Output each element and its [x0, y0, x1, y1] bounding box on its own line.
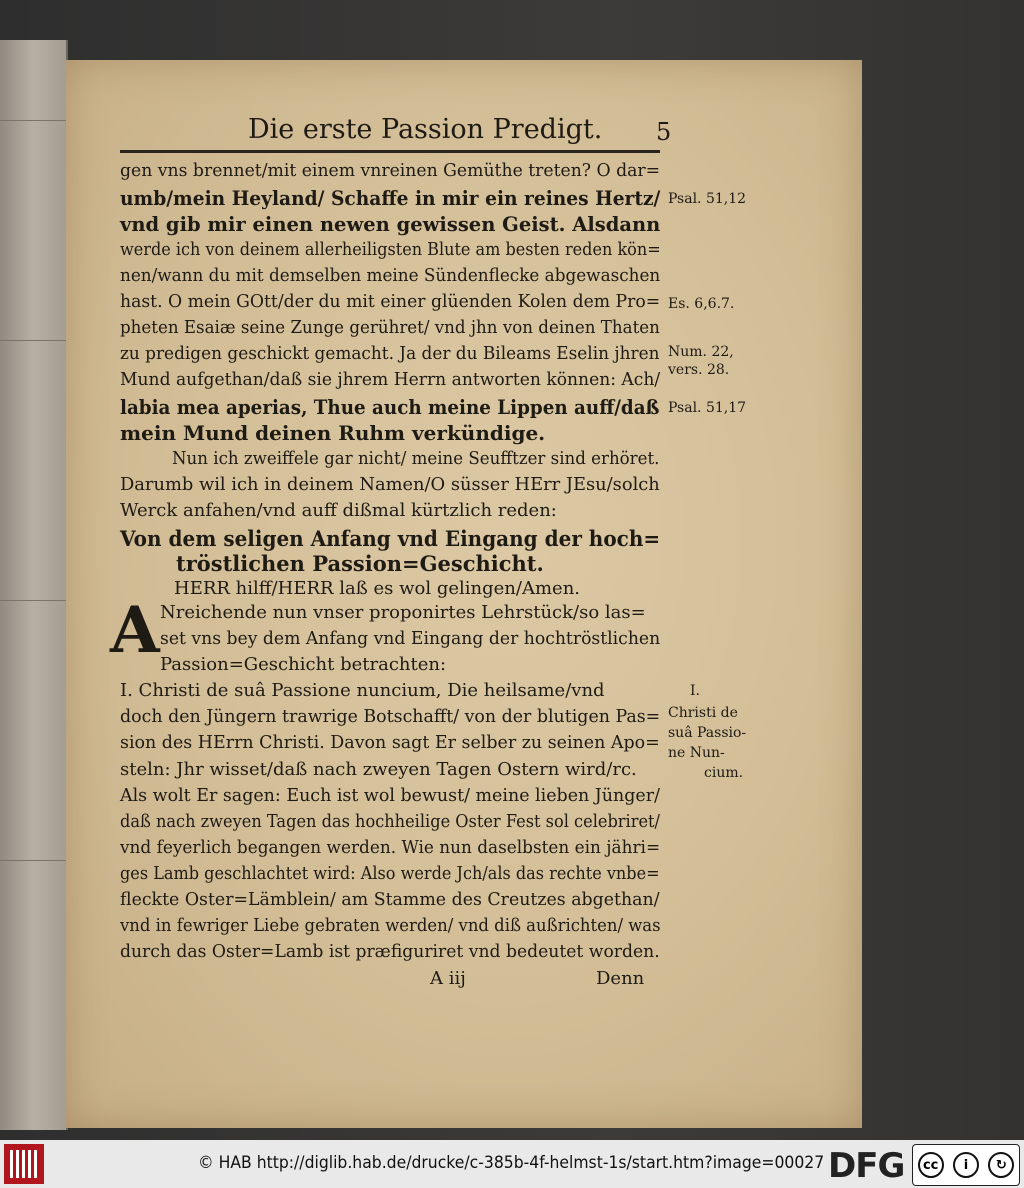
text-line: Nun ich zweiffele gar nicht/ meine Seufftzer sind erhöret. — [172, 448, 660, 469]
page-edge-line — [0, 120, 66, 121]
text-line: labia mea aperias, Thue auch meine Lippen auff/daß — [120, 395, 660, 419]
text-line: Als wolt Er sagen: Euch ist wol bewust/ meine lieben Jünger/ — [120, 785, 660, 806]
text-line: vnd feyerlich begangen werden. Wie nun daselbsten ein jähri= — [120, 837, 661, 858]
margin-note: Christi de — [668, 705, 738, 721]
text-line: fleckte Oster=Lämblein/ am Stamme des Creutzes abgethan/ — [120, 889, 660, 910]
text-line: doch den Jüngern trawrige Botschafft/ von der blutigen Pas= — [120, 706, 661, 727]
text-line: Passion=Geschicht betrachten: — [160, 654, 447, 675]
dfg-logo: DFG — [828, 1146, 905, 1186]
section-title-line: tröstlichen Passion=Geschicht. — [176, 551, 544, 576]
margin-note: cium. — [704, 765, 744, 781]
margin-note: Psal. 51,17 — [668, 400, 747, 416]
text-line: zu predigen geschickt gemacht. Ja der du Bileams Eselin jhren — [120, 343, 660, 364]
page-number: 5 — [656, 118, 672, 146]
page-edge-line — [0, 860, 66, 861]
margin-note: I. — [690, 683, 700, 699]
text-line: durch das Oster=Lamb ist præfiguriret vnd bedeutet worden. — [120, 941, 660, 962]
text-line: vnd gib mir einen newen gewissen Geist. Alsdann — [120, 212, 661, 236]
text-line: ges Lamb geschlachtet wird: Also werde Jch/als das rechte vnbe= — [120, 863, 660, 884]
section-title-line: Von dem seligen Anfang vnd Eingang der hoch= — [120, 526, 661, 551]
page-edge-line — [0, 340, 66, 341]
catchword: Denn — [596, 968, 645, 989]
previous-page-edge — [0, 40, 68, 1130]
text-line: set vns bey dem Anfang vnd Eingang der hochtröstlichen — [160, 628, 661, 649]
text-line: vnd in fewriger Liebe gebraten werden/ vnd diß außrichten/ was — [120, 915, 661, 936]
text-line: Nreichende nun vnser proponirtes Lehrstück/so las= — [160, 602, 646, 623]
text-line: werde ich von deinem allerheiligsten Blute am besten reden kön= — [120, 239, 661, 260]
credit-link[interactable]: © HAB http://diglib.hab.de/drucke/c-385b-4f-helmst-1s/start.htm?image=00027 — [198, 1153, 825, 1173]
margin-note: vers. 28. — [668, 362, 730, 378]
text-line: Werck anfahen/vnd auff dißmal kürtzlich reden: — [120, 500, 557, 521]
text-line: mein Mund deinen Ruhm verkündige. — [120, 421, 546, 445]
by-icon: i — [953, 1152, 979, 1178]
page-edge-line — [0, 600, 66, 601]
margin-note: Psal. 51,12 — [668, 191, 747, 207]
cc-license-badge[interactable] — [912, 1144, 1020, 1186]
running-head: Die erste Passion Predigt. — [248, 114, 603, 145]
drop-cap: A — [110, 593, 160, 668]
margin-note: Es. 6,6.7. — [668, 296, 735, 312]
margin-note: ne Nun- — [668, 745, 725, 761]
text-line: gen vns brennet/mit einem vnreinen Gemüthe treten? O dar= — [120, 160, 661, 181]
text-line: nen/wann du mit demselben meine Sündenflecke abgewaschen — [120, 265, 661, 286]
sa-icon: ↻ — [988, 1152, 1014, 1178]
cc-icon: cc — [918, 1152, 944, 1178]
margin-note: Num. 22, — [668, 344, 734, 360]
text-line: sion des HErrn Christi. Davon sagt Er selber zu seinen Apo= — [120, 732, 660, 753]
signature-mark: A iij — [430, 968, 466, 989]
text-line: pheten Esaiæ seine Zunge gerühret/ vnd jhn von deinen Thaten — [120, 317, 660, 338]
text-line: hast. O mein GOtt/der du mit einer glüenden Kolen dem Pro= — [120, 291, 661, 312]
text-line: steln: Jhr wisset/daß nach zweyen Tagen Ostern wird/rc. — [120, 759, 637, 780]
prayer-line: HERR hilff/HERR laß es wol gelingen/Amen. — [174, 578, 581, 599]
text-line: Mund aufgethan/daß sie jhrem Herrn antworten können: Ach/ — [120, 369, 661, 390]
text-line: I. Christi de suâ Passione nuncium, Die heilsame/vnd — [120, 680, 605, 701]
text-line: Darumb wil ich in deinem Namen/O süsser HErr JEsu/solch — [120, 474, 660, 495]
head-rule — [120, 150, 660, 153]
viewer-footer — [0, 1140, 1024, 1188]
text-line: daß nach zweyen Tagen das hochheilige Oster Fest sol celebriret/ — [120, 811, 660, 832]
text-line: umb/mein Heyland/ Schaffe in mir ein reines Hertz/ — [120, 186, 661, 210]
margin-note: suâ Passio- — [668, 725, 747, 741]
hab-logo-icon — [4, 1144, 44, 1184]
